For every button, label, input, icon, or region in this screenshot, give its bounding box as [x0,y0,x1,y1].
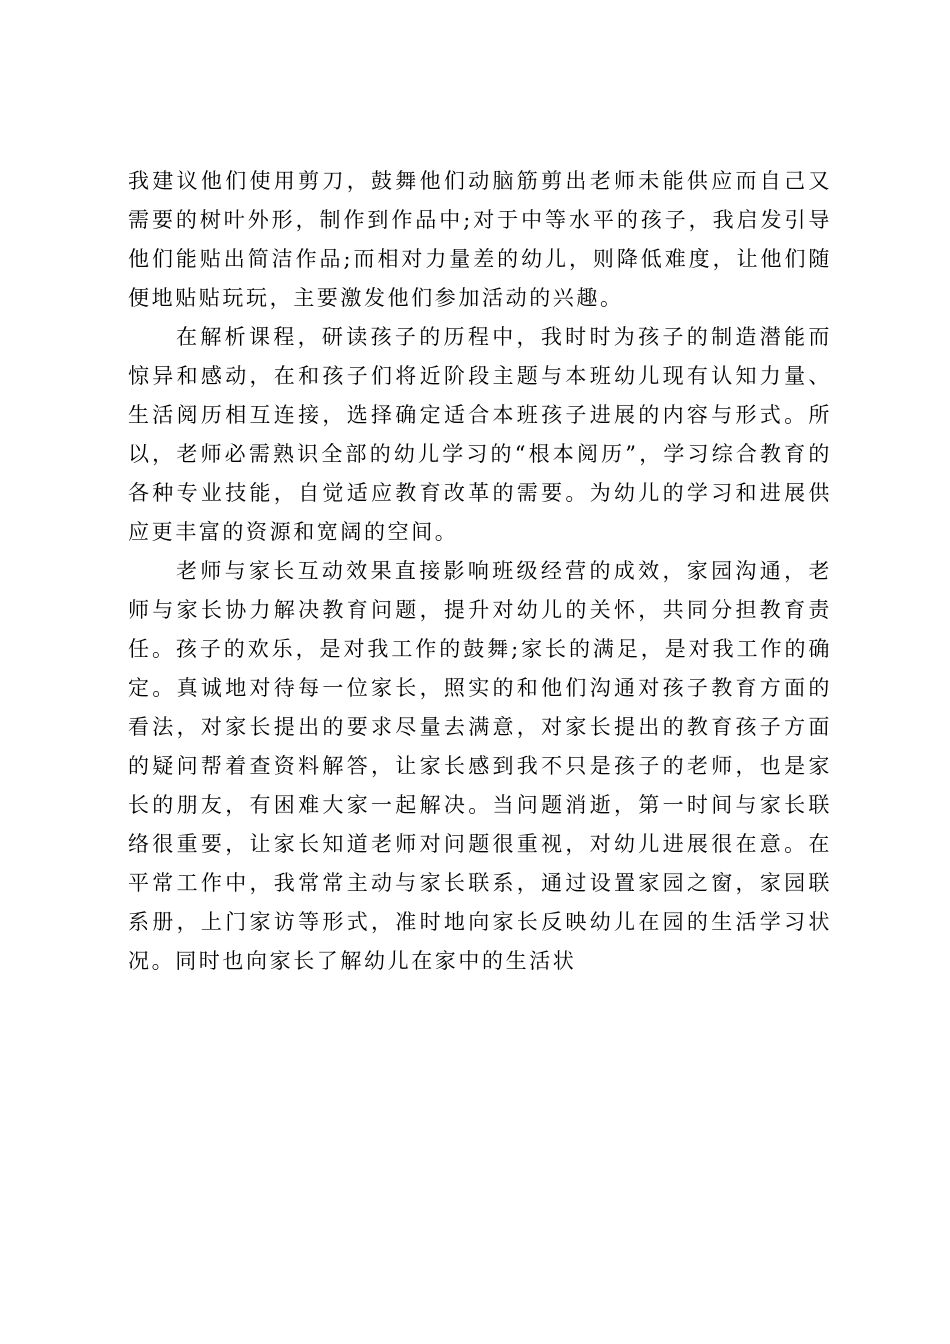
paragraph-2: 在解析课程，研读孩子的历程中，我时时为孩子的制造潜能而惊异和感动，在和孩子们将近阶段主题与本班幼儿现有认知力量、生活阅历相互连接，选择确定适合本班孩子进展的内容与形式。所以，老师必需熟识全部的幼儿学习的“根本阅历”，学习综合教育的各种专业技能，自觉适应教育改革的需要。为幼儿的学习和进展供应更丰富的资源和宽阔的空间。 [128,325,832,544]
paragraph-1: 我建议他们使用剪刀，鼓舞他们动脑筋剪出老师未能供应而自己又需要的树叶外形，制作到作品中;对于中等水平的孩子，我启发引导他们能贴出简洁作品;而相对力量差的幼儿，则降低难度，让他们随便地贴贴玩玩，主要激发他们参加活动的兴趣。 [128,169,832,310]
document-body [128,162,832,981]
paragraph-3: 老师与家长互动效果直接影响班级经营的成效，家园沟通，老师与家长协力解决教育问题，提升对幼儿的关怀，共同分担教育责任。孩子的欢乐，是对我工作的鼓舞;家长的满足，是对我工作的确定。真诚地对待每一位家长，照实的和他们沟通对孩子教育方面的看法，对家长提出的要求尽量去满意，对家长提出的教育孩子方面的疑问帮着查资料解答，让家长感到我不只是孩子的老师，也是家长的朋友，有困难大家一起解决。当问题消逝，第一时间与家长联络很重要，让家长知道老师对问题很重视，对幼儿进展很在意。在平常工作中，我常常主动与家长联系，通过设置家园之窗，家园联系册，上门家访等形式，准时地向家长反映幼儿在园的生活学习状况。同时也向家长了解幼儿在家中的生活状 [128,559,832,973]
